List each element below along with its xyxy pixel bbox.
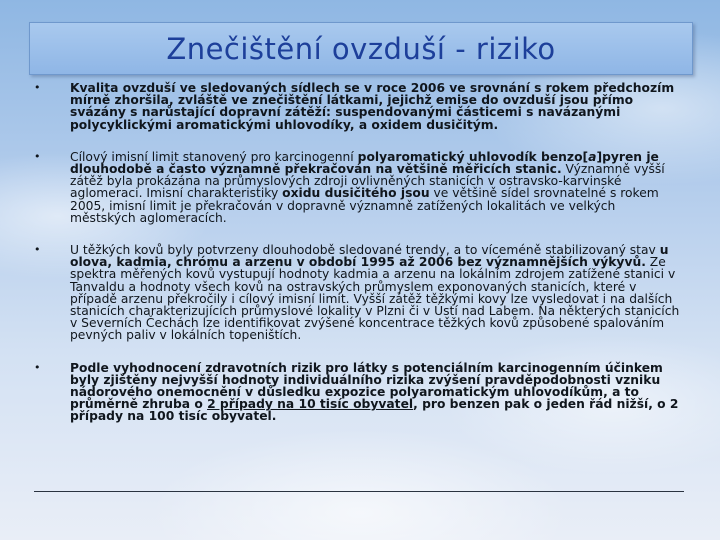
text-segment: ve většině sídel srovnatelné s rokem 2005, imisní limit je překračován v dopravně významně zatížených lokalitách ve velkých městských aglomeracích. [70,186,659,225]
bullet-text [70,362,682,423]
text-segment: U těžkých kovů byly potvrzeny dlouhodobě sledované trendy, a to víceméně stabilizovaný stav [70,243,660,258]
text-segment: Významně vyšší zátěž byla prokázána na průmyslových zdroji ovlivněných stanicích v ostravsko-karvinské aglomeraci. Imisní charakteristiky [70,162,665,201]
bullet-list [34,82,682,423]
bullet-item [34,151,682,224]
bullet-item [34,244,682,342]
text-segment: u olova, kadmia, chrómu a arzenu v období 1995 až 2006 bez významnějších výkyvů. [70,243,669,270]
bullet-item [34,362,682,423]
text-segment: a [588,149,597,164]
bottom-divider [34,491,684,492]
text-segment: polyaromatický uhlovodík benzo[ [357,149,589,164]
text-segment: , pro benzen pak o jeden řád nižší, o 2 případy na 100 tisíc obyvatel. [70,397,679,424]
text-segment: Kvalita ovzduší ve sledovaných sídlech se v roce 2006 ve srovnání s rokem předchozím mírně zhoršila, zvláště ve znečištění látkami, jejichž emise do ovzduší jsou přímo svázány s narůstající dopravní zátěží: suspendovanými částicemi s navázanými polycyklickými aromatickými uhlovodíky, a oxidem dusičitým. [70,81,675,132]
bullet-marker: • [34,149,41,163]
slide-title-box [29,22,693,75]
text-segment: ]pyren je dlouhodobě a často významně překračován na většině měřicích stanic. [70,149,659,177]
text-segment: Cílový imisní limit stanovený pro karcinogenní [70,149,358,164]
text-segment: Podle vyhodnocení zdravotních rizik pro látky s potenciálním karcinogenním účinkem byly zjištěny nejvyšší hodnoty individuálního rizika zvýšení pravděpodobnosti vzniku nádorového onemocnění v důsledku expozice polyaromatickým uhlovodíkům, a to průměrně zhruba o [70,360,663,412]
bullet-marker: • [34,360,41,374]
bullet-marker: • [34,243,41,257]
bullet-text [70,244,682,342]
bullet-text [70,151,682,224]
text-segment: oxidu dusičitého jsou [282,186,430,201]
text-segment: 2 případy na 10 tisíc obyvatel [207,397,414,412]
bullet-item [34,82,682,131]
text-segment: Ze spektra měřených kovů vystupují hodnoty kadmia a arzenu na lokálním zdrojem zatížené stanici v Tanvaldu a hodnoty všech kovů na ostravských průmyslem exponovaných stanicích, které v případě arzenu překročily i cílový imisní limit. Vyšší zátěž těžkými kovy lze vysledovat i na dalších stanicích charakterizujících průmyslové lokality v Plzni či v Ústí nad Labem. Na některých stanicích v Severních Čechách lze identifikovat zvýšené koncentrace těžkých kovů způsobené spalováním pevných paliv v lokálních topeništích. [70,255,680,343]
bullet-text [70,82,682,131]
slide-title: Znečištění ovzduší - riziko [166,31,556,66]
bullet-marker: • [34,81,41,94]
